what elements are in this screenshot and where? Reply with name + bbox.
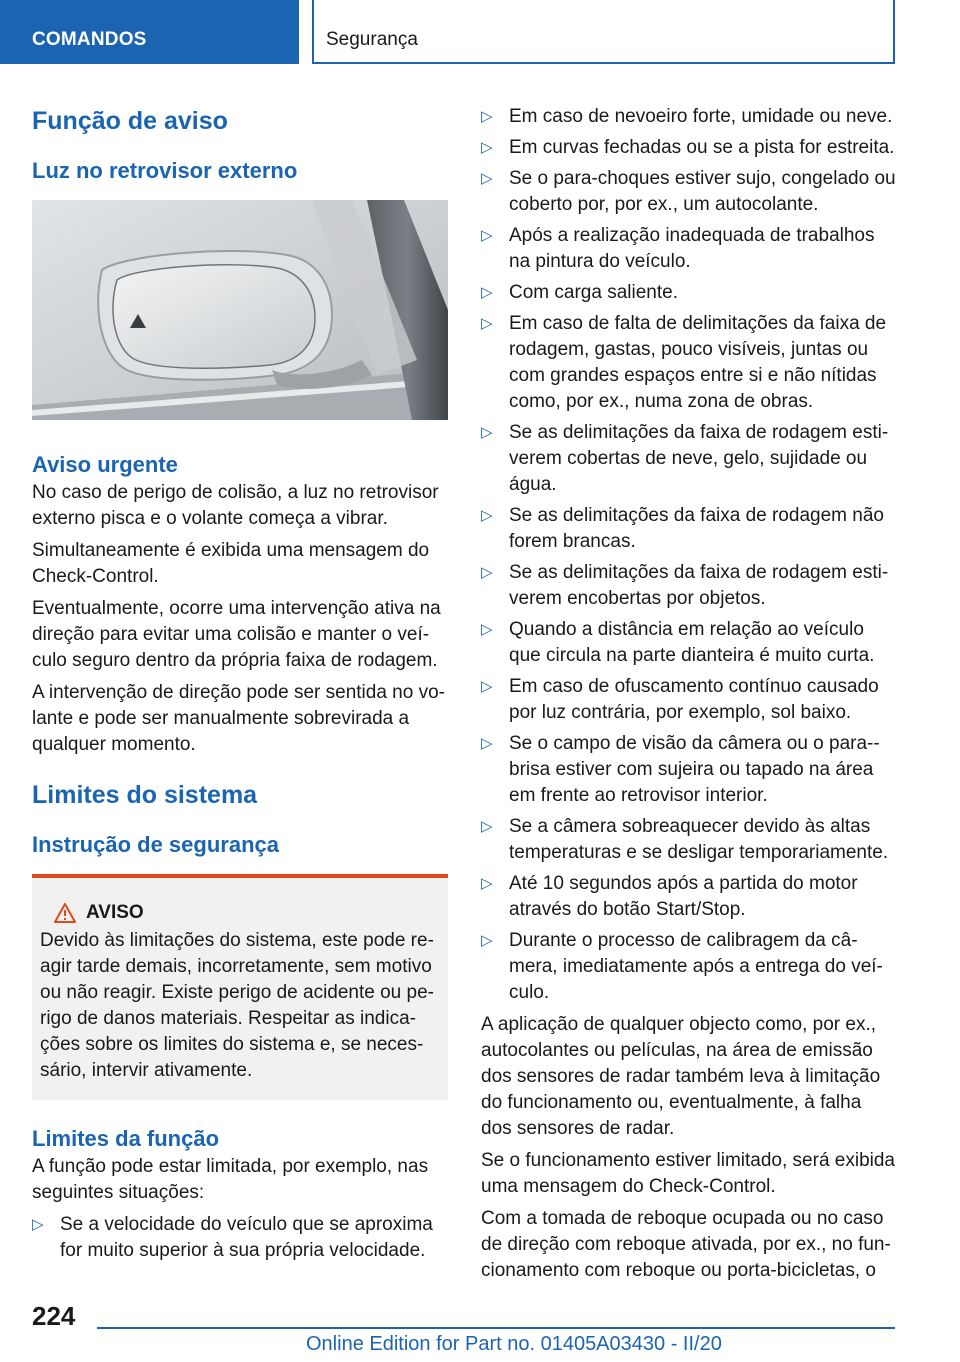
triangle-bullet-icon: ▷ bbox=[481, 284, 493, 301]
paragraph: Simultaneamente é exibida uma mensagem do Check-Control. bbox=[32, 540, 430, 587]
chapter-tab: Segurança bbox=[312, 0, 895, 64]
triangle-bullet-icon: ▷ bbox=[481, 227, 493, 244]
right-column bbox=[481, 104, 897, 1284]
list-item: ▷ Quando a distância em relação ao veículo que circula na parte dianteira é muito curta. bbox=[481, 619, 875, 666]
heading-aviso-urgente: Aviso urgente bbox=[32, 452, 178, 477]
heading-funcao-de-aviso: Função de aviso bbox=[32, 107, 228, 135]
triangle-bullet-icon: ▷ bbox=[481, 735, 493, 752]
warning-text: Devido às limitações do sistema, este pode re-agir tarde demais, incorretamente, sem motivo ou não reagir. Existe perigo de acidente ou pe-rigo de danos materiais. Respeitar as indica-ções sobre os limites do sistema e, se neces-sário, intervir ativamente. bbox=[40, 930, 434, 1081]
paragraph: Com a tomada de reboque ocupada ou no caso de direção com reboque ativada, por ex., no fun-cionamento com reboque ou porta-bicicletas, o bbox=[481, 1208, 891, 1281]
heading-luz-retrovisor: Luz no retrovisor externo bbox=[32, 158, 298, 183]
heading-limites-do-sistema: Limites do sistema bbox=[32, 781, 258, 809]
list-item: ▷ Após a realização inadequada de trabalhos na pintura do veículo. bbox=[481, 225, 875, 272]
list-item: ▷ Em curvas fechadas ou se a pista for estreita. bbox=[481, 135, 897, 161]
side-mirror-image bbox=[32, 200, 448, 420]
warning-header bbox=[40, 902, 438, 924]
paragraph: A aplicação de qualquer objecto como, por ex., autocolantes ou películas, na área de emissão dos sensores de radar também leva à limitação do funcionamento ou, eventualmente, à falha dos sensores de radar. bbox=[481, 1014, 881, 1139]
warning-title: AVISO bbox=[86, 902, 144, 923]
paragraph: No caso de perigo de colisão, a luz no retrovisor externo pisca e o volante começa a vibrar. bbox=[32, 482, 439, 529]
heading-instrucao-seguranca: Instrução de segurança bbox=[32, 832, 279, 857]
left-column bbox=[32, 100, 448, 1264]
heading-limites-da-funcao: Limites da função bbox=[32, 1126, 220, 1151]
section-tab: COMANDOS bbox=[0, 0, 299, 64]
list-item: ▷ Se as delimitações da faixa de rodagem esti-verem encobertas por objetos. bbox=[481, 562, 889, 609]
triangle-bullet-icon: ▷ bbox=[481, 139, 493, 156]
paragraph: A intervenção de direção pode ser sentida no vo-lante e pode ser manualmente sobrevirada a qualquer momento. bbox=[32, 682, 445, 755]
list-item: ▷ Durante o processo de calibragem da câ-mera, imediatamente após a entrega do veí-culo. bbox=[481, 930, 883, 1003]
triangle-bullet-icon: ▷ bbox=[481, 818, 493, 835]
page-number: 224 bbox=[32, 1301, 76, 1331]
triangle-bullet-icon: ▷ bbox=[481, 170, 493, 187]
list-item: ▷ Se a câmera sobreaquecer devido às altas temperaturas e se desligar temporariamente. bbox=[481, 816, 889, 863]
list-item: ▷ Se o campo de visão da câmera ou o para--brisa estiver com sujeira ou tapado na área em frente ao retrovisor interior. bbox=[481, 733, 880, 806]
list-item: ▷ Se o para-choques estiver sujo, congelado ou coberto por, por ex., um autocolante. bbox=[481, 168, 896, 215]
triangle-bullet-icon: ▷ bbox=[481, 424, 493, 441]
list-item: ▷ Em caso de nevoeiro forte, umidade ou neve. bbox=[481, 104, 897, 130]
list-item: ▷ Até 10 segundos após a partida do motor através do botão Start/Stop. bbox=[481, 873, 858, 920]
footer-rule bbox=[97, 1327, 895, 1329]
triangle-bullet-icon: ▷ bbox=[481, 932, 493, 949]
paragraph: A função pode estar limitada, por exemplo, nas seguintes situações: bbox=[32, 1156, 429, 1203]
list-item: ▷ Se as delimitações da faixa de rodagem esti-verem cobertas de neve, gelo, sujidade ou água. bbox=[481, 422, 889, 495]
triangle-bullet-icon: ▷ bbox=[481, 564, 493, 581]
triangle-bullet-icon: ▷ bbox=[481, 678, 493, 695]
list-item: ▷ Se as delimitações da faixa de rodagem não forem brancas. bbox=[481, 505, 884, 552]
list-item: ▷ Em caso de falta de delimitações da faixa de rodagem, gastas, pouco visíveis, juntas ou com grandes espaços entre si e não nítidas como, por ex., numa zona de obras. bbox=[481, 313, 887, 412]
warning-triangle-icon bbox=[54, 903, 76, 923]
bullet-list bbox=[481, 104, 897, 1006]
warning-box bbox=[32, 874, 448, 1100]
list-item: ▷ Se a velocidade do veículo que se aproxima for muito superior à sua própria velocidade. bbox=[32, 1214, 433, 1261]
triangle-bullet-icon: ▷ bbox=[481, 315, 493, 332]
list-item: ▷ Com carga saliente. bbox=[481, 280, 897, 306]
paragraph: Eventualmente, ocorre uma intervenção ativa na direção para evitar uma colisão e manter o veí-culo seguro dentro da própria faixa de rodagem. bbox=[32, 598, 441, 671]
edition-text: Online Edition for Part no. 01405A03430 - II/20 bbox=[306, 1333, 722, 1355]
right-paragraphs bbox=[481, 1012, 897, 1284]
triangle-bullet-icon: ▷ bbox=[32, 1216, 44, 1233]
triangle-bullet-icon: ▷ bbox=[481, 507, 493, 524]
triangle-bullet-icon: ▷ bbox=[481, 875, 493, 892]
mirror-illustration bbox=[32, 200, 448, 420]
paragraph: Se o funcionamento estiver limitado, será exibida uma mensagem do Check-Control. bbox=[481, 1150, 896, 1197]
triangle-bullet-icon: ▷ bbox=[481, 108, 493, 125]
list-item: ▷ Em caso de ofuscamento contínuo causado por luz contrária, por exemplo, sol baixo. bbox=[481, 676, 879, 723]
triangle-bullet-icon: ▷ bbox=[481, 621, 493, 638]
bullet-list bbox=[32, 1212, 448, 1264]
